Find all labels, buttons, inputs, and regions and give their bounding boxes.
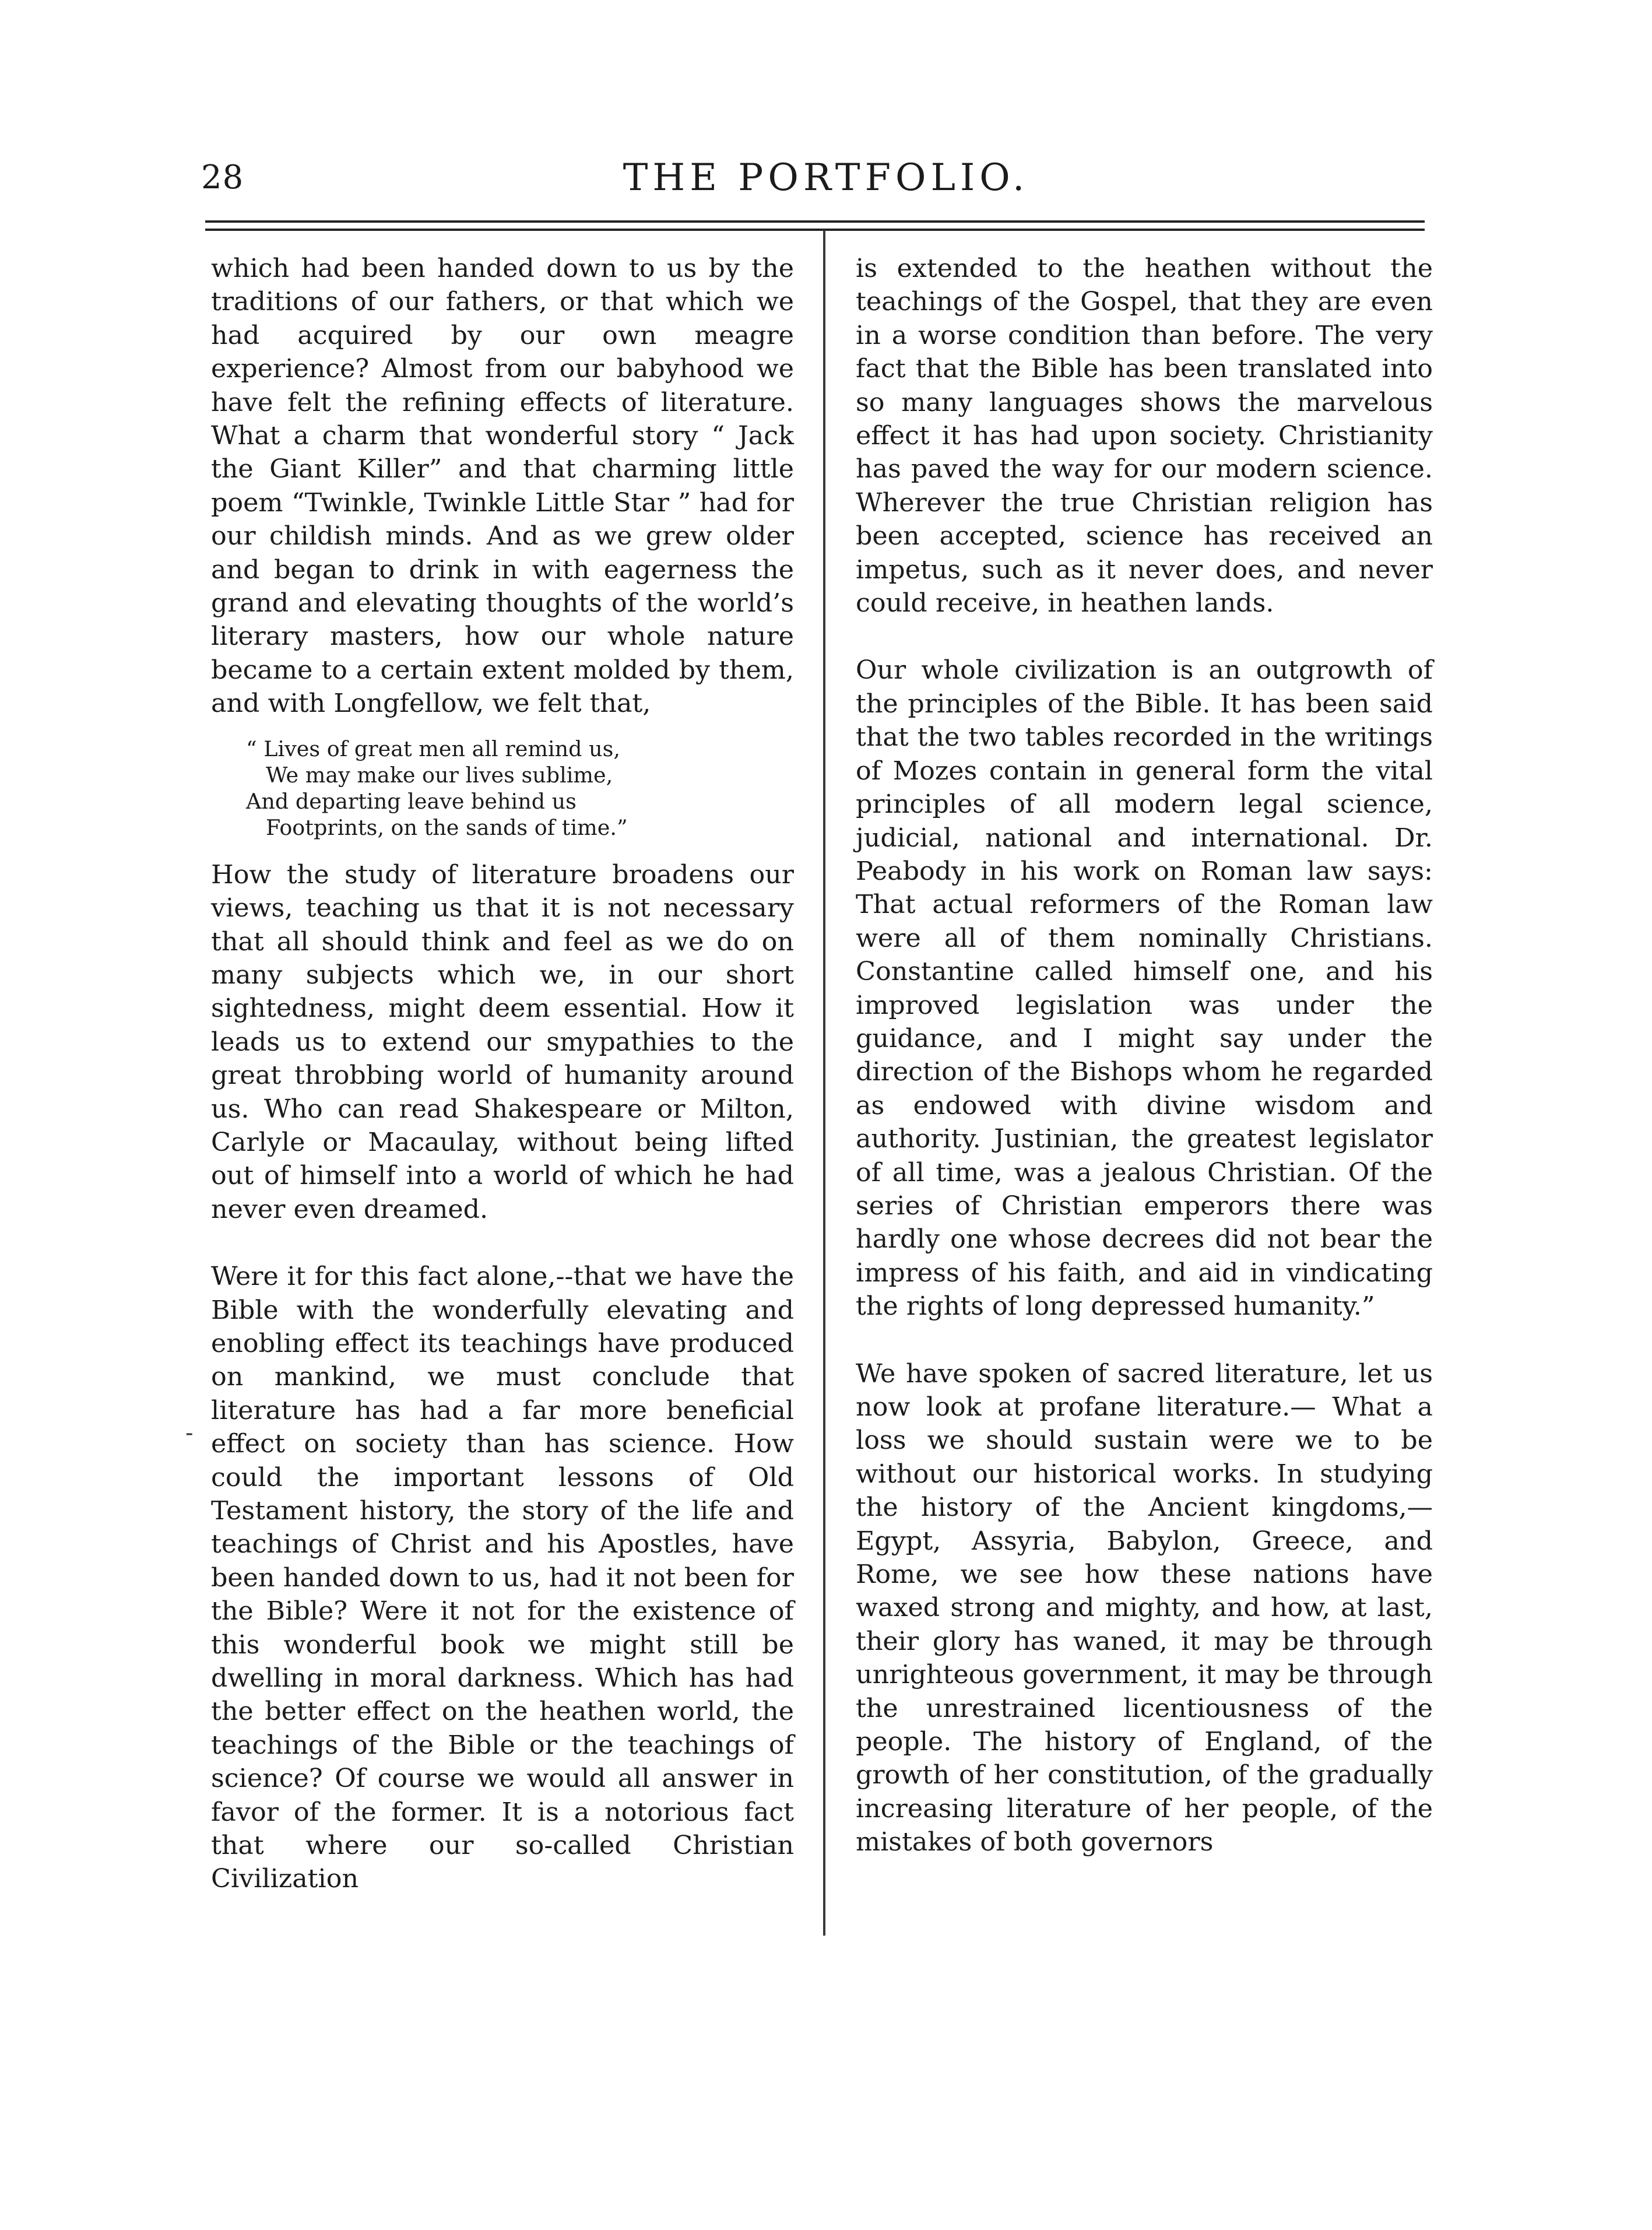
paragraph: Our whole civilization is an outgrowth of the principles of the Bible. It has been said that the two tables recorded in the writings of Mozes contain in general form the vital principles of all modern legal science, judicial, national and international. Dr. Peabody in his work on Roman law says: That actual reformers of the Roman law were all of them nominally Christians. Constantine called himself one, and his improved legislation was under the guidance, and I might say under the direction of the Bishops whom he regarded as endowed with divine wisdom and authority. Justinian, the greatest legislator of all time, was a jealous Christian. Of the series of Christian emperors there was hardly one whose decrees did not bear the impress of his faith, and aid in vindicating the rights of long depressed humanity.” [856,655,1433,1322]
paragraph: is extended to the heathen without the teachings of the Gospel, that they are even in a worse condition than before. The very fact that the Bible has been translated into so many languages shows the marvelous effect it has had upon society. Christianity has paved the way for our modern science. Wherever the true Christian religion has been accepted, science has received an impetus, such as it never does, and never could receive, in heathen lands. [856,254,1433,619]
header-rule-bottom [205,229,1425,231]
column-divider [823,230,825,1936]
poem-line: And departing leave behind us [246,788,577,814]
page-number: 28 [201,159,244,196]
poem-quote [246,736,794,841]
paragraph: which had been handed down to us by the traditions of our fathers, or that which we had acquired by our own meagre experience? Almost from our babyhood we have felt the refining effects of literature. What a charm that wonderful story “ Jack the Giant Killer” and that charming little poem “Twinkle, Twinkle Little Star ” had for our childish minds. And as we grew older and began to drink in with eagerness the grand and elevating thoughts of the world’s literary masters, how our whole nature became to a certain extent molded by them, and with Longfellow, we felt that, [211,254,794,719]
margin-dash-mark: - [185,1420,194,1446]
paragraph: We have spoken of sacred literature, let us now look at profane literature.— What a loss we should sustain were we to be without our historical works. In studying the history of the Ancient kingdoms,—Egypt, Assyria, Babylon, Greece, and Rome, we see how these nations have waxed strong and mighty, and how, at last, their glory has waned, it may be through unrighteous government, it may be through the unrestrained licentiousness of the people. The history of England, of the growth of her constitution, of the gradually increasing literature of her people, of the mistakes of both governors [856,1358,1433,1857]
poem-line: We may make our lives sublime, [266,762,613,788]
header-double-rule [205,220,1425,237]
poem-line: Footprints, on the sands of time.” [266,814,628,840]
paragraph: How the study of literature broadens our views, teaching us that it is not necessary that all should think and feel as we do on many subjects which we, in our short sightedness, might deem essential. How it leads us to extend our smypathies to the great throbbing world of humanity around us. Who can read Shakespeare or Milton, Carlyle or Macaulay, without being lifted out of himself into a world of which he had never even dreamed. [211,859,794,1224]
right-column [856,252,1433,1859]
poem-line: “ Lives of great men all remind us, [246,736,620,761]
header-rule-top [205,220,1425,223]
running-head: THE PORTFOLIO. [623,156,1029,199]
paragraph: Were it for this fact alone,--that we have the Bible with the wonderfully elevating and enobling effect its teachings have produced on mankind, we must conclude that literature has had a far more beneficial effect on society than has science. How could the important lessons of Old Testament history, the story of the life and teachings of Christ and his Apostles, have been handed down to us, had it not been for the Bible? Were it not for the existence of this wonderful book we might still be dwelling in moral darkness. Which has had the better effect on the heathen world, the teachings of the Bible or the teachings of science? Of course we would all answer in favor of the former. It is a notorious fact that where our so-called Christian Civilization [211,1262,794,1894]
left-column [211,252,794,1896]
